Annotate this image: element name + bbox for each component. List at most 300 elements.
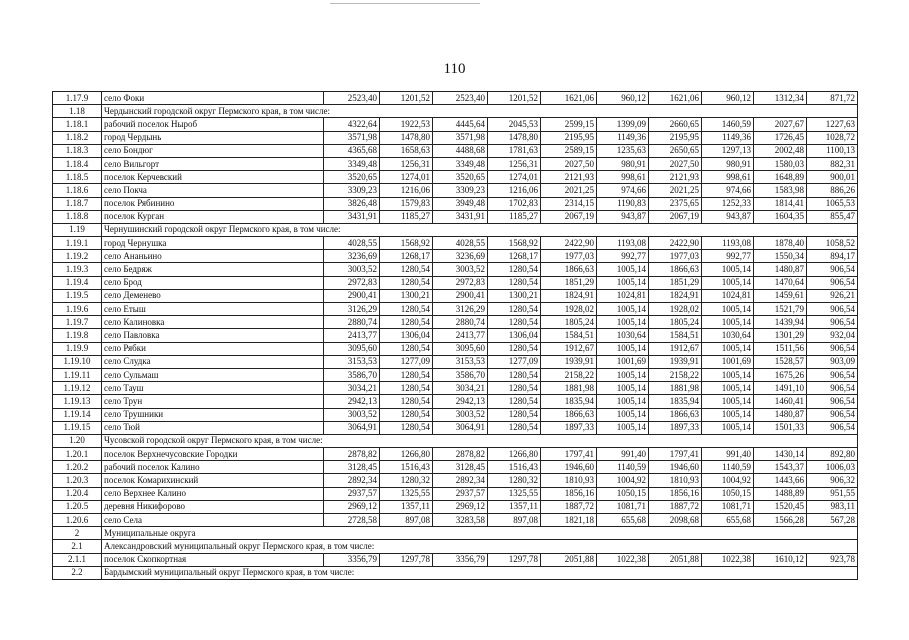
value-cell: 882,31 [807, 157, 858, 170]
value-cell: 1824,91 [649, 289, 702, 302]
value-cell: 3571,98 [324, 131, 380, 144]
value-cell: 2158,22 [649, 368, 702, 381]
settlement-name: село Павловка [102, 329, 324, 342]
value-cell: 1005,14 [702, 342, 754, 355]
row-code: 2.1.1 [53, 553, 102, 566]
value-cell: 2413,77 [324, 329, 380, 342]
value-cell: 1022,38 [597, 553, 649, 566]
value-cell: 2900,41 [433, 289, 488, 302]
value-cell: 1280,54 [380, 395, 433, 408]
row-code: 1.19.2 [53, 250, 102, 263]
value-cell: 897,08 [380, 514, 433, 527]
value-cell: 992,77 [597, 250, 649, 263]
value-cell: 1280,32 [380, 474, 433, 487]
settlement-name: поселок Курган [102, 210, 324, 223]
row-code: 1.18.2 [53, 131, 102, 144]
value-cell: 1280,54 [488, 382, 541, 395]
value-cell: 906,54 [807, 263, 858, 276]
value-cell: 3064,91 [433, 421, 488, 434]
table-row [53, 237, 858, 250]
value-cell: 1480,87 [754, 263, 807, 276]
value-cell: 2599,15 [541, 118, 597, 131]
table-row [53, 553, 858, 566]
value-cell: 906,32 [807, 474, 858, 487]
settlement-name: рабочий поселок Ныроб [102, 118, 324, 131]
value-cell: 1193,08 [597, 237, 649, 250]
value-cell: 2413,77 [433, 329, 488, 342]
value-cell: 1005,14 [597, 368, 649, 381]
settlement-name: село Фоки [102, 92, 324, 105]
value-cell: 3520,65 [324, 171, 380, 184]
value-cell: 1005,14 [597, 316, 649, 329]
value-cell: 1028,72 [807, 131, 858, 144]
row-code: 1.18.5 [53, 171, 102, 184]
value-cell: 1835,94 [649, 395, 702, 408]
value-cell: 1835,94 [541, 395, 597, 408]
value-cell: 1488,89 [754, 487, 807, 500]
value-cell: 1824,91 [541, 289, 597, 302]
value-cell: 1280,54 [380, 316, 433, 329]
value-cell: 1810,93 [541, 474, 597, 487]
value-cell: 1005,14 [702, 276, 754, 289]
value-cell: 1658,63 [380, 144, 433, 157]
value-cell: 2878,82 [433, 448, 488, 461]
value-cell: 1312,34 [754, 92, 807, 105]
value-cell: 1005,14 [597, 421, 649, 434]
row-code: 1.19.5 [53, 289, 102, 302]
value-cell: 1280,54 [488, 263, 541, 276]
value-cell: 1005,14 [597, 382, 649, 395]
value-cell: 1306,04 [380, 329, 433, 342]
row-code: 1.17.9 [53, 92, 102, 105]
value-cell: 1470,64 [754, 276, 807, 289]
value-cell: 1460,59 [702, 118, 754, 131]
value-cell: 2027,50 [541, 157, 597, 170]
value-cell: 1805,24 [649, 316, 702, 329]
value-cell: 1430,14 [754, 448, 807, 461]
value-cell: 2969,12 [324, 500, 380, 513]
value-cell: 855,47 [807, 210, 858, 223]
value-cell: 1566,28 [754, 514, 807, 527]
table-row [53, 514, 858, 527]
value-cell: 1280,54 [380, 263, 433, 276]
value-cell: 3826,48 [324, 197, 380, 210]
value-cell: 4322,64 [324, 118, 380, 131]
row-code: 1.18.7 [53, 197, 102, 210]
value-cell: 3236,69 [433, 250, 488, 263]
value-cell: 1878,40 [754, 237, 807, 250]
value-cell: 4445,64 [433, 118, 488, 131]
value-cell: 1280,32 [488, 474, 541, 487]
section-row [53, 105, 858, 118]
value-cell: 2900,41 [324, 289, 380, 302]
value-cell: 1005,14 [597, 263, 649, 276]
value-cell: 567,28 [807, 514, 858, 527]
value-cell: 1300,21 [488, 289, 541, 302]
table-row [53, 448, 858, 461]
row-code: 2 [53, 527, 102, 540]
value-cell: 2589,15 [541, 144, 597, 157]
value-cell: 1140,59 [597, 461, 649, 474]
value-cell: 3003,52 [324, 263, 380, 276]
value-cell: 923,78 [807, 553, 858, 566]
value-cell: 1266,80 [380, 448, 433, 461]
value-cell: 983,11 [807, 500, 858, 513]
value-cell: 655,68 [702, 514, 754, 527]
value-cell: 1856,16 [649, 487, 702, 500]
value-cell: 1280,54 [488, 316, 541, 329]
value-cell: 2121,93 [541, 171, 597, 184]
value-cell: 3003,52 [433, 408, 488, 421]
value-cell: 1543,37 [754, 461, 807, 474]
value-cell: 3349,48 [324, 157, 380, 170]
table-row [53, 250, 858, 263]
section-title: Чердынский городской округ Пермского края, в том числе: [102, 105, 858, 118]
value-cell: 1460,41 [754, 395, 807, 408]
value-cell: 3064,91 [324, 421, 380, 434]
value-cell: 1797,41 [541, 448, 597, 461]
table-row [53, 382, 858, 395]
section-title: Муниципальные округа [102, 527, 858, 540]
value-cell: 991,40 [702, 448, 754, 461]
settlement-name: село Верхнее Калино [102, 487, 324, 500]
value-cell: 1005,14 [597, 408, 649, 421]
value-cell: 974,66 [597, 184, 649, 197]
value-cell: 1024,81 [702, 289, 754, 302]
value-cell: 1521,79 [754, 303, 807, 316]
section-title: Александровский муниципальный округ Пермского края, в том числе: [102, 540, 858, 553]
value-cell: 1280,54 [488, 421, 541, 434]
value-cell: 900,01 [807, 171, 858, 184]
value-cell: 1939,91 [649, 355, 702, 368]
value-cell: 906,54 [807, 342, 858, 355]
page-number: 110 [443, 61, 466, 77]
value-cell: 2880,74 [324, 316, 380, 329]
value-cell: 1277,09 [488, 355, 541, 368]
settlement-name: рабочий поселок Калино [102, 461, 324, 474]
section-title: Чусовской городской округ Пермского края, в том числе: [102, 434, 858, 447]
value-cell: 1516,43 [488, 461, 541, 474]
value-cell: 1280,54 [380, 303, 433, 316]
value-cell: 1280,54 [380, 342, 433, 355]
value-cell: 1881,98 [649, 382, 702, 395]
value-cell: 1280,54 [380, 421, 433, 434]
value-cell: 1797,41 [649, 448, 702, 461]
settlement-name: поселок Скопкортная [102, 553, 324, 566]
value-cell: 1866,63 [649, 263, 702, 276]
value-cell: 1580,03 [754, 157, 807, 170]
value-cell: 1480,87 [754, 408, 807, 421]
value-cell: 1050,15 [597, 487, 649, 500]
value-cell: 1256,31 [380, 157, 433, 170]
value-cell: 1306,04 [488, 329, 541, 342]
value-cell: 1050,15 [702, 487, 754, 500]
value-cell: 3586,70 [324, 368, 380, 381]
settlement-name: село Тауш [102, 382, 324, 395]
value-cell: 1001,69 [597, 355, 649, 368]
value-cell: 1005,14 [597, 276, 649, 289]
value-cell: 1004,92 [702, 474, 754, 487]
value-cell: 1235,63 [597, 144, 649, 157]
value-cell: 1001,69 [702, 355, 754, 368]
value-cell: 1805,24 [541, 316, 597, 329]
value-cell: 1887,72 [541, 500, 597, 513]
value-cell: 2067,19 [541, 210, 597, 223]
table-row [53, 289, 858, 302]
value-cell: 3095,60 [433, 342, 488, 355]
value-cell: 1584,51 [649, 329, 702, 342]
table-row [53, 263, 858, 276]
value-cell: 1550,34 [754, 250, 807, 263]
value-cell: 1140,59 [702, 461, 754, 474]
value-cell: 871,72 [807, 92, 858, 105]
value-cell: 1912,67 [541, 342, 597, 355]
value-cell: 1100,13 [807, 144, 858, 157]
value-cell: 1856,16 [541, 487, 597, 500]
row-code: 1.18.1 [53, 118, 102, 131]
value-cell: 3128,45 [433, 461, 488, 474]
row-code: 1.19.14 [53, 408, 102, 421]
value-cell: 3126,29 [433, 303, 488, 316]
value-cell: 1005,14 [702, 316, 754, 329]
value-cell: 2067,19 [649, 210, 702, 223]
settlement-name: село Деменево [102, 289, 324, 302]
value-cell: 1274,01 [488, 171, 541, 184]
table-row [53, 131, 858, 144]
table-row [53, 368, 858, 381]
value-cell: 1081,71 [702, 500, 754, 513]
table-row [53, 210, 858, 223]
settlement-name: село Брод [102, 276, 324, 289]
value-cell: 980,91 [597, 157, 649, 170]
value-cell: 1851,29 [541, 276, 597, 289]
value-cell: 1928,02 [541, 303, 597, 316]
value-cell: 951,55 [807, 487, 858, 500]
settlement-name: село Калиновка [102, 316, 324, 329]
value-cell: 1005,14 [702, 421, 754, 434]
value-cell: 960,12 [702, 92, 754, 105]
value-cell: 1280,54 [488, 276, 541, 289]
value-cell: 2972,83 [324, 276, 380, 289]
value-cell: 1216,06 [488, 184, 541, 197]
value-cell: 906,54 [807, 395, 858, 408]
value-cell: 1604,35 [754, 210, 807, 223]
value-cell: 3431,91 [324, 210, 380, 223]
value-cell: 1851,29 [649, 276, 702, 289]
value-cell: 3586,70 [433, 368, 488, 381]
value-cell: 1977,03 [649, 250, 702, 263]
value-cell: 1277,09 [380, 355, 433, 368]
value-cell: 1928,02 [649, 303, 702, 316]
value-cell: 2002,48 [754, 144, 807, 157]
settlement-name: село Сульмаш [102, 368, 324, 381]
value-cell: 1266,80 [488, 448, 541, 461]
table-row [53, 144, 858, 157]
value-cell: 3309,23 [324, 184, 380, 197]
settlement-name: село Бондюг [102, 144, 324, 157]
value-cell: 2051,88 [649, 553, 702, 566]
value-cell: 1922,53 [380, 118, 433, 131]
value-cell: 998,61 [597, 171, 649, 184]
value-cell: 1004,92 [597, 474, 649, 487]
value-cell: 932,04 [807, 329, 858, 342]
value-cell: 1946,60 [541, 461, 597, 474]
row-code: 1.19.7 [53, 316, 102, 329]
section-row [53, 527, 858, 540]
value-cell: 2937,57 [324, 487, 380, 500]
value-cell: 2892,34 [324, 474, 380, 487]
value-cell: 3095,60 [324, 342, 380, 355]
value-cell: 906,54 [807, 382, 858, 395]
value-cell: 1501,33 [754, 421, 807, 434]
value-cell: 2195,95 [541, 131, 597, 144]
value-cell: 4028,55 [433, 237, 488, 250]
value-cell: 1058,52 [807, 237, 858, 250]
row-code: 1.19.15 [53, 421, 102, 434]
value-cell: 1887,72 [649, 500, 702, 513]
table-row [53, 316, 858, 329]
row-code: 1.18.6 [53, 184, 102, 197]
value-cell: 960,12 [597, 92, 649, 105]
value-cell: 1621,06 [541, 92, 597, 105]
value-cell: 2021,25 [649, 184, 702, 197]
value-cell: 3431,91 [433, 210, 488, 223]
value-cell: 1149,36 [702, 131, 754, 144]
value-cell: 2972,83 [433, 276, 488, 289]
value-cell: 2942,13 [433, 395, 488, 408]
value-cell: 943,87 [597, 210, 649, 223]
tariff-table [52, 91, 858, 580]
value-cell: 1814,41 [754, 197, 807, 210]
value-cell: 3236,69 [324, 250, 380, 263]
value-cell: 1280,54 [488, 395, 541, 408]
value-cell: 3309,23 [433, 184, 488, 197]
value-cell: 1443,66 [754, 474, 807, 487]
row-code: 1.18.3 [53, 144, 102, 157]
settlement-name: поселок Верхнечусовские Городки [102, 448, 324, 461]
value-cell: 991,40 [597, 448, 649, 461]
row-code: 1.20.6 [53, 514, 102, 527]
value-cell: 4028,55 [324, 237, 380, 250]
value-cell: 1675,26 [754, 368, 807, 381]
value-cell: 906,54 [807, 421, 858, 434]
table-row [53, 461, 858, 474]
value-cell: 903,09 [807, 355, 858, 368]
value-cell: 1939,91 [541, 355, 597, 368]
value-cell: 1005,14 [702, 303, 754, 316]
value-cell: 886,26 [807, 184, 858, 197]
row-code: 1.20.5 [53, 500, 102, 513]
settlement-name: город Чернушка [102, 237, 324, 250]
value-cell: 1357,11 [488, 500, 541, 513]
value-cell: 1005,14 [702, 408, 754, 421]
value-cell: 3356,79 [433, 553, 488, 566]
value-cell: 2051,88 [541, 553, 597, 566]
value-cell: 1280,54 [380, 368, 433, 381]
table-row [53, 342, 858, 355]
settlement-name: село Бедряж [102, 263, 324, 276]
value-cell: 1024,81 [597, 289, 649, 302]
settlement-name: село Трун [102, 395, 324, 408]
value-cell: 1280,54 [380, 276, 433, 289]
value-cell: 3283,58 [433, 514, 488, 527]
value-cell: 1520,45 [754, 500, 807, 513]
value-cell: 3034,21 [433, 382, 488, 395]
value-cell: 2650,65 [649, 144, 702, 157]
value-cell: 1912,67 [649, 342, 702, 355]
table-row [53, 184, 858, 197]
value-cell: 1005,14 [702, 395, 754, 408]
value-cell: 1459,61 [754, 289, 807, 302]
value-cell: 3153,53 [324, 355, 380, 368]
value-cell: 1185,27 [380, 210, 433, 223]
settlement-name: село Етыш [102, 303, 324, 316]
value-cell: 1516,43 [380, 461, 433, 474]
settlement-name: село Вильгорт [102, 157, 324, 170]
value-cell: 2098,68 [649, 514, 702, 527]
value-cell: 906,54 [807, 408, 858, 421]
table-row [53, 276, 858, 289]
value-cell: 992,77 [702, 250, 754, 263]
section-row [53, 434, 858, 447]
value-cell: 1977,03 [541, 250, 597, 263]
table-row [53, 500, 858, 513]
settlement-name: поселок Керчевский [102, 171, 324, 184]
row-code: 1.20.3 [53, 474, 102, 487]
value-cell: 3571,98 [433, 131, 488, 144]
value-cell: 1216,06 [380, 184, 433, 197]
row-code: 2.1 [53, 540, 102, 553]
settlement-name: поселок Рябинино [102, 197, 324, 210]
value-cell: 1227,63 [807, 118, 858, 131]
settlement-name: деревня Никифорово [102, 500, 324, 513]
value-cell: 1478,80 [380, 131, 433, 144]
value-cell: 1280,54 [488, 303, 541, 316]
value-cell: 1268,17 [380, 250, 433, 263]
row-code: 1.19.9 [53, 342, 102, 355]
value-cell: 1866,63 [541, 408, 597, 421]
value-cell: 897,08 [488, 514, 541, 527]
value-cell: 1030,64 [702, 329, 754, 342]
value-cell: 1268,17 [488, 250, 541, 263]
row-code: 1.19.13 [53, 395, 102, 408]
value-cell: 1491,10 [754, 382, 807, 395]
table-row [53, 157, 858, 170]
value-cell: 3520,65 [433, 171, 488, 184]
value-cell: 1005,14 [702, 368, 754, 381]
table-row [53, 474, 858, 487]
value-cell: 1528,57 [754, 355, 807, 368]
row-code: 1.19.4 [53, 276, 102, 289]
value-cell: 1821,18 [541, 514, 597, 527]
settlement-name: село Слудка [102, 355, 324, 368]
value-cell: 2158,22 [541, 368, 597, 381]
settlement-name: село Ананьино [102, 250, 324, 263]
value-cell: 3128,45 [324, 461, 380, 474]
value-cell: 3949,48 [433, 197, 488, 210]
header-rule [330, 3, 480, 4]
value-cell: 2375,65 [649, 197, 702, 210]
table-row [53, 421, 858, 434]
value-cell: 2045,53 [488, 118, 541, 131]
row-code: 1.20.2 [53, 461, 102, 474]
value-cell: 1584,51 [541, 329, 597, 342]
value-cell: 1357,11 [380, 500, 433, 513]
value-cell: 2422,90 [541, 237, 597, 250]
value-cell: 2314,15 [541, 197, 597, 210]
value-cell: 1297,78 [488, 553, 541, 566]
section-row [53, 566, 858, 579]
